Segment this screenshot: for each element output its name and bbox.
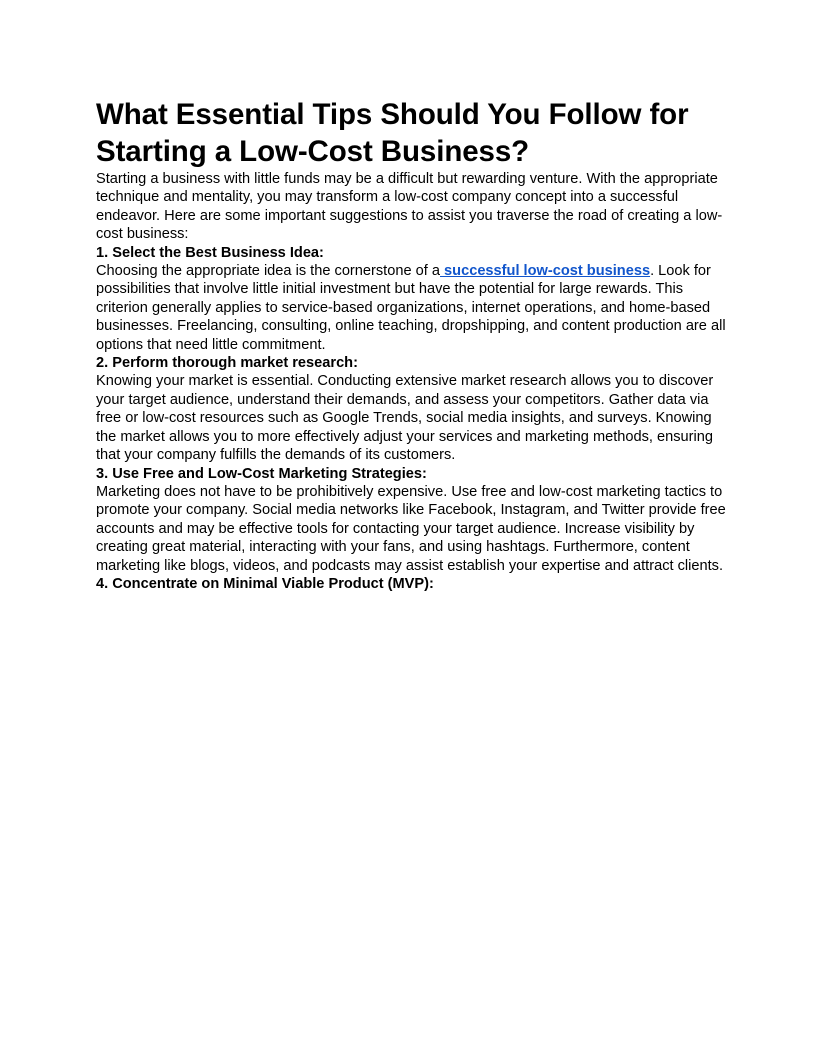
intro-paragraph: Starting a business with little funds may be a difficult but rewarding venture. With the appropriate technique and mentality, you may transform a low-cost company concept into a successful endeavor. Here are some important suggestions to assist you traverse the road of creating a low-cost business: bbox=[96, 171, 723, 243]
section-heading-2: 2. Perform thorough market research: bbox=[96, 355, 358, 372]
section-heading-1: 1. Select the Best Business Idea: bbox=[96, 244, 324, 261]
section-1-text-after-link: . Look for possibilities that involve little initial investment but have the potential for large rewards. This criterion generally applies to service-based organizations, internet operations, and home-based businesses. Freelancing, consulting, online teaching, dropshipping, and content production are all options that need little commitment. bbox=[96, 263, 726, 353]
section-heading-4: 4. Concentrate on Minimal Viable Product (MVP): bbox=[96, 575, 434, 592]
document-page bbox=[96, 96, 726, 593]
section-paragraph-1 bbox=[96, 262, 726, 354]
section-1-text-before-link: Choosing the appropriate idea is the cornerstone of a bbox=[96, 263, 440, 280]
section-paragraph-3: Marketing does not have to be prohibitively expensive. Use free and low-cost marketing tactics to promote your company. Social media networks like Facebook, Instagram, and Twitter provide free accounts and may be effective tools for contacting your target audience. Increase visibility by creating great material, interacting with your fans, and using hashtags. Furthermore, content marketing like blogs, videos, and podcasts may assist establish your expertise and attract clients. bbox=[96, 483, 726, 574]
section-heading-3: 3. Use Free and Low-Cost Marketing Strategies: bbox=[96, 465, 427, 482]
page-title: What Essential Tips Should You Follow for Starting a Low-Cost Business? bbox=[96, 98, 689, 168]
successful-low-cost-business-link[interactable]: successful low-cost business bbox=[440, 263, 651, 280]
section-paragraph-2: Knowing your market is essential. Conducting extensive market research allows you to discover your target audience, understand their demands, and assess your competitors. Gather data via free or low-cost resources such as Google Trends, social media insights, and surveys. Knowing the market allows you to more effectively adjust your services and marketing methods, ensuring that your company fulfills the demands of its customers. bbox=[96, 373, 714, 464]
